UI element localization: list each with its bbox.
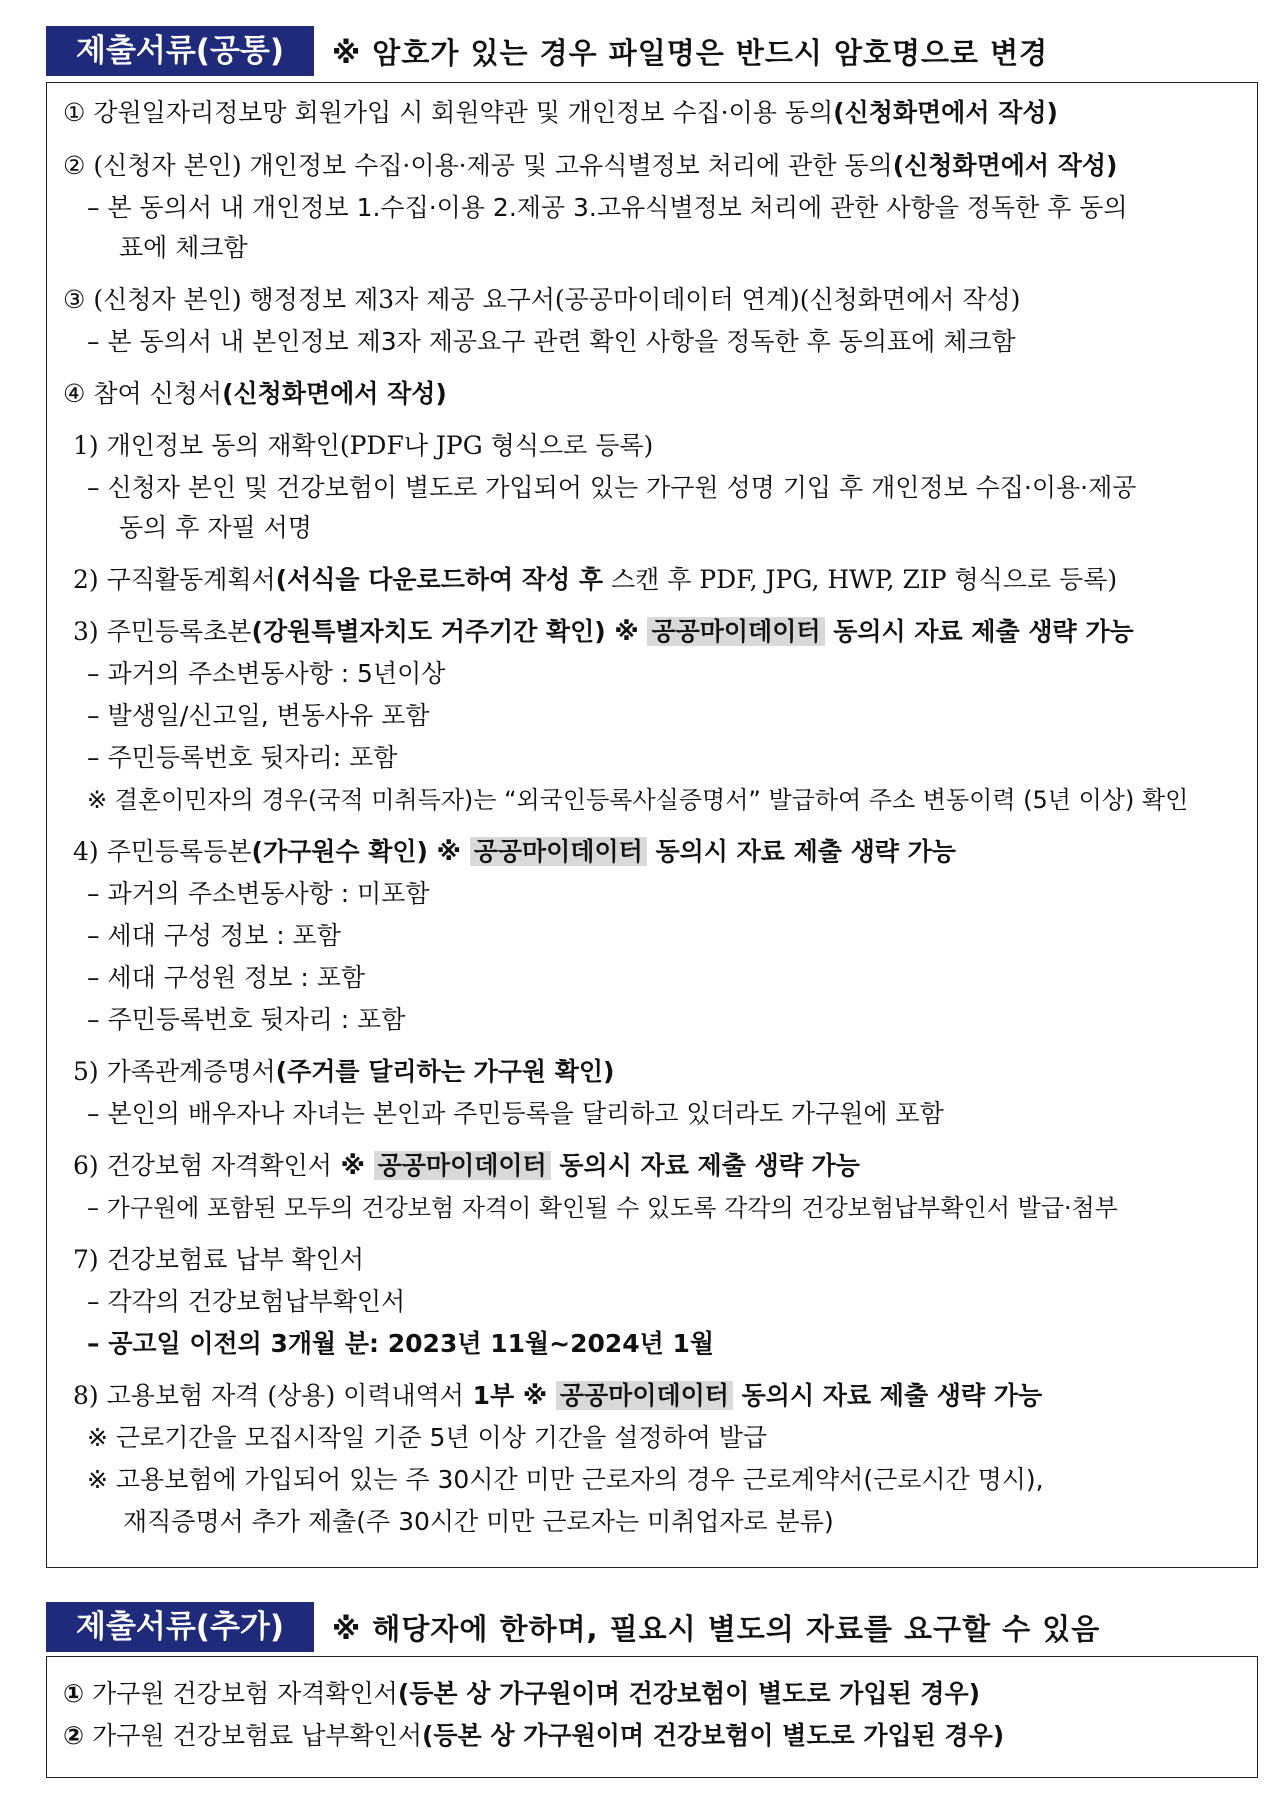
doc-3-note-1: – 과거의 주소변동사항 : 5년이상 <box>87 659 446 688</box>
section-common-panel <box>46 82 1258 1568</box>
doc-4-title: 4) 주민등록등본(가구원수 확인) ※ 공공마이데이터 동의시 자료 제출 생략 가능 <box>73 837 956 866</box>
section-extra-panel <box>46 1656 1258 1778</box>
doc-8-note-2-cont: 재직증명서 추가 제출(주 30시간 미만 근로자는 미취업자로 분류) <box>123 1507 834 1536</box>
extra-item-2: ② 가구원 건강보험료 납부확인서(등본 상 가구원이며 건강보험이 별도로 가입된 경우) <box>63 1721 1005 1750</box>
doc-5-note: – 본인의 배우자나 자녀는 본인과 주민등록을 달리하고 있더라도 가구원에 포함 <box>87 1099 944 1128</box>
item-4: ④ 참여 신청서(신청화면에서 작성) <box>63 379 447 408</box>
doc-7-title: 7) 건강보험료 납부 확인서 <box>73 1245 365 1274</box>
section-extra-header <box>46 1602 1100 1652</box>
mydata-highlight: 공공마이데이터 <box>647 617 824 646</box>
doc-4-note-2: – 세대 구성 정보 : 포함 <box>87 921 341 950</box>
doc-3-title: 3) 주민등록초본(강원특별자치도 거주기간 확인) ※ 공공마이데이터 동의시 자료 제출 생략 가능 <box>73 617 1134 646</box>
doc-4-note-4: – 주민등록번호 뒷자리 : 포함 <box>87 1005 406 1034</box>
section-extra-note: ※ 해당자에 한하며, 필요시 별도의 자료를 요구할 수 있음 <box>332 1611 1101 1646</box>
extra-item-1: ① 가구원 건강보험 자격확인서(등본 상 가구원이며 건강보험이 별도로 가입된 경우) <box>63 1679 981 1708</box>
doc-6-note: – 가구원에 포함된 모두의 건강보험 자격이 확인될 수 있도록 각각의 건강보험납부확인서 발급·첨부 <box>87 1194 1118 1222</box>
doc-1-note: – 신청자 본인 및 건강보험이 별도로 가입되어 있는 가구원 성명 기입 후 개인정보 수집·이용·제공 <box>87 473 1137 502</box>
item-2-note: – 본 동의서 내 개인정보 1.수집·이용 2.제공 3.고유식별정보 처리에 관한 사항을 정독한 후 동의 <box>87 193 1128 222</box>
mydata-highlight: 공공마이데이터 <box>374 1151 551 1180</box>
section-common-note: ※ 암호가 있는 경우 파일명은 반드시 암호명으로 변경 <box>332 35 1049 70</box>
item-3-note: – 본 동의서 내 본인정보 제3자 제공요구 관련 확인 사항을 정독한 후 동의표에 체크함 <box>87 327 1016 356</box>
doc-4-note-1: – 과거의 주소변동사항 : 미포함 <box>87 879 430 908</box>
doc-3-note-4: ※ 결혼이민자의 경우(국적 미취득자)는 “외국인등록사실증명서” 발급하여 주소 변동이력 (5년 이상) 확인 <box>87 786 1189 814</box>
doc-6-title: 6) 건강보험 자격확인서 ※ 공공마이데이터 동의시 자료 제출 생략 가능 <box>73 1151 860 1180</box>
doc-3-note-2: – 발생일/신고일, 변동사유 포함 <box>87 701 430 730</box>
item-1: ① 강원일자리정보망 회원가입 시 회원약관 및 개인정보 수집·이용 동의(신청화면에서 작성) <box>63 98 1058 127</box>
doc-8-title: 8) 고용보험 자격 (상용) 이력내역서 1부 ※ 공공마이데이터 동의시 자료 제출 생략 가능 <box>73 1381 1043 1410</box>
mydata-highlight: 공공마이데이터 <box>470 837 647 866</box>
item-2-note-cont: 표에 체크함 <box>119 233 248 262</box>
item-3: ③ (신청자 본인) 행정정보 제3자 제공 요구서(공공마이데이터 연계)(신청화면에서 작성) <box>63 285 1021 314</box>
doc-8-note-2: ※ 고용보험에 가입되어 있는 주 30시간 미만 근로자의 경우 근로계약서(근로시간 명시), <box>87 1465 1044 1494</box>
doc-7-note-1: – 각각의 건강보험납부확인서 <box>87 1287 406 1316</box>
doc-1-note-cont: 동의 후 자필 서명 <box>119 513 312 542</box>
item-2: ② (신청자 본인) 개인정보 수집·이용·제공 및 고유식별정보 처리에 관한 동의(신청화면에서 작성) <box>63 151 1118 180</box>
doc-7-note-2: – 공고일 이전의 3개월 분: 2023년 11월~2024년 1월 <box>87 1329 715 1358</box>
doc-4-note-3: – 세대 구성원 정보 : 포함 <box>87 963 366 992</box>
section-extra-tag: 제출서류(추가) <box>46 1602 314 1652</box>
doc-1-title: 1) 개인정보 동의 재확인(PDF나 JPG 형식으로 등록) <box>73 431 654 460</box>
section-common-tag: 제출서류(공통) <box>46 26 314 76</box>
doc-8-note-1: ※ 근로기간을 모집시작일 기준 5년 이상 기간을 설정하여 발급 <box>87 1423 768 1452</box>
doc-5-title: 5) 가족관계증명서(주거를 달리하는 가구원 확인) <box>73 1057 615 1086</box>
doc-2-title: 2) 구직활동계획서(서식을 다운로드하여 작성 후 스캔 후 PDF, JPG, HWP, ZIP 형식으로 등록) <box>73 565 1118 594</box>
doc-3-note-3: – 주민등록번호 뒷자리: 포함 <box>87 743 398 772</box>
mydata-highlight: 공공마이데이터 <box>556 1381 733 1410</box>
section-common-header <box>46 26 1048 76</box>
